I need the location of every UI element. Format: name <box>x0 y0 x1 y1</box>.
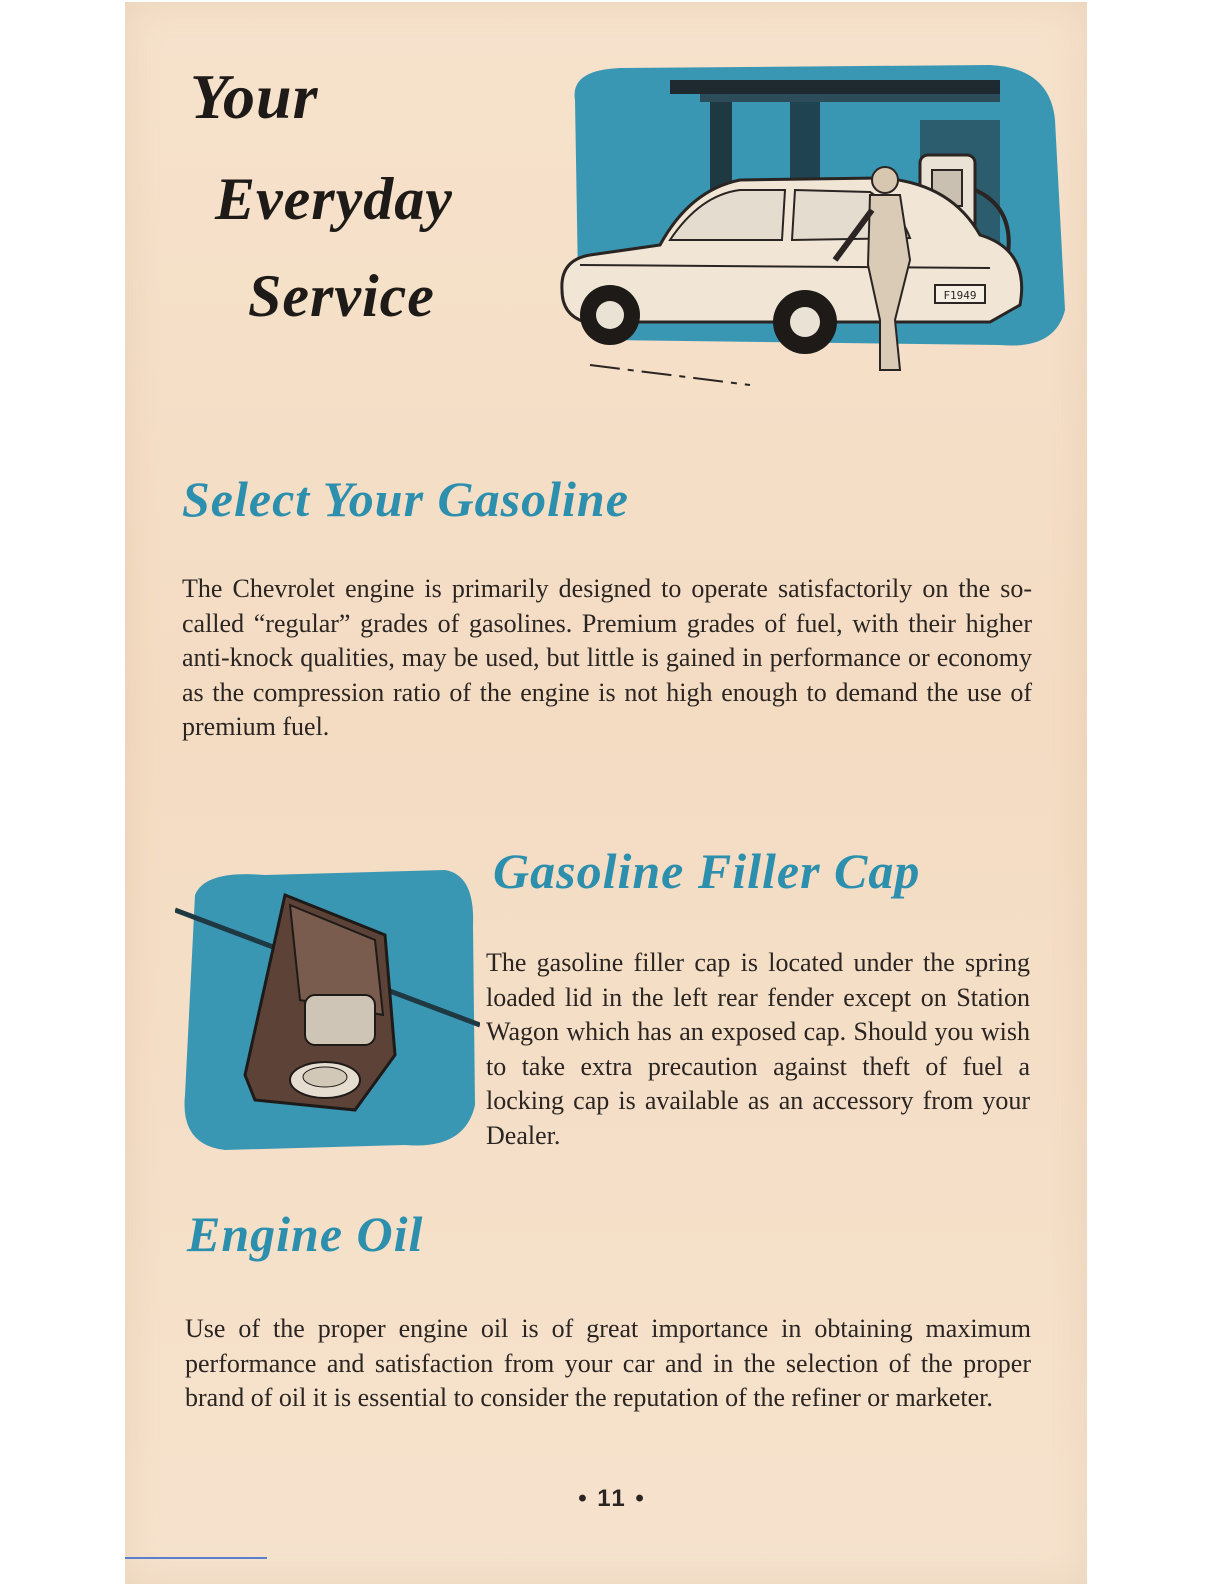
page-number: • 11 • <box>578 1485 646 1512</box>
title-everyday: Everyday <box>215 166 453 232</box>
title-your: Your <box>190 61 319 132</box>
heading-select-your-gasoline: Select Your Gasoline <box>182 471 629 527</box>
car-fueling-illustration <box>550 60 1080 400</box>
footer-rule <box>125 1557 267 1559</box>
title-service: Service <box>248 263 435 329</box>
heading-engine-oil: Engine Oil <box>187 1206 424 1262</box>
body-gasoline-filler-cap: The gasoline filler cap is located under the spring loaded lid in the left rear fender except on Station Wagon which has an exposed cap. Should you wish to take extra precaution against theft of fuel a locking cap is available as an accessory from your Dealer. <box>486 948 1030 1150</box>
filler-cap-illustration <box>175 865 480 1155</box>
heading-gasoline-filler-cap: Gasoline Filler Cap <box>493 843 921 899</box>
body-select-your-gasoline: The Chevrolet engine is primarily designed to operate satisfactorily on the so-called “regular” grades of gasolines. Premium grades of fuel, with their higher anti-knock qualities, may be used, but little is gained in performance or economy as the compression ratio of the engine is not high enough to demand the use of premium fuel. <box>182 574 1032 741</box>
license-plate: F1949 <box>943 289 977 302</box>
body-engine-oil: Use of the proper engine oil is of great importance in obtaining maximum performance and satisfaction from your car and in the selection of the proper brand of oil it is essential to consider the reputation of the refiner or marketer. <box>185 1314 1031 1412</box>
